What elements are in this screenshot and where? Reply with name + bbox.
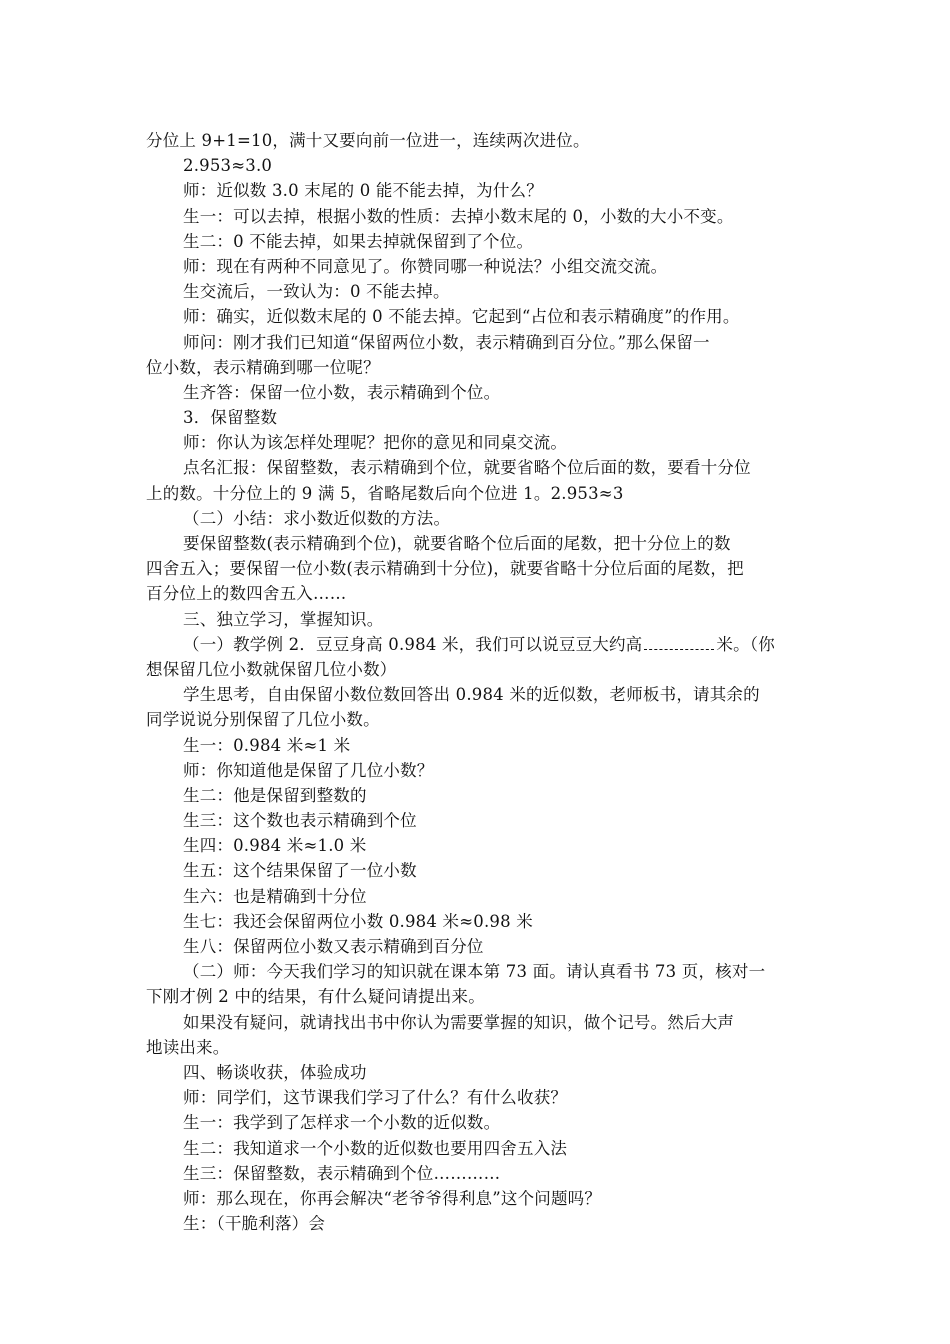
text-line: 师：确实，近似数末尾的 0 不能去掉。它起到“占位和表示精确度”的作用。 bbox=[183, 307, 740, 327]
text-line: 三、独立学习，掌握知识。 bbox=[183, 609, 384, 629]
text-line: 如果没有疑问，就请找出书中你认为需要掌握的知识，做个记号。然后大声 bbox=[183, 1012, 735, 1032]
text-line: 师：你认为该怎样处理呢？把你的意见和同桌交流。 bbox=[183, 433, 568, 453]
text-line: 同学说说分别保留了几位小数。 bbox=[146, 710, 380, 730]
text-line: 学生思考，自由保留小数位数回答出 0.984 米的近似数，老师板书，请其余的 bbox=[183, 685, 760, 705]
text-line: 生四：0.984 米≈1.0 米 bbox=[183, 836, 367, 856]
text-line: 3．保留整数 bbox=[183, 408, 278, 428]
text-line: （二）师：今天我们学习的知识就在课本第 73 面。请认真看书 73 页，核对一 bbox=[183, 962, 766, 982]
text-line: 生一：0.984 米≈1 米 bbox=[183, 735, 351, 755]
text-line: 点名汇报：保留整数，表示精确到个位，就要省略个位后面的数，要看十分位 bbox=[183, 458, 751, 478]
text-line: 生二：我知道求一个小数的近似数也要用四舍五入法 bbox=[183, 1138, 568, 1158]
text-line: 师：现在有两种不同意见了。你赞同哪一种说法？小组交流交流。 bbox=[183, 256, 668, 276]
document-body bbox=[146, 128, 810, 1236]
example-text-before: （一）教学例 2．豆豆身高 0.984 米，我们可以说豆豆大约高 bbox=[183, 634, 643, 654]
text-line: 四舍五入；要保留一位小数(表示精确到十分位)，就要省略十分位后面的尾数，把 bbox=[146, 559, 744, 579]
text-line bbox=[146, 632, 810, 657]
text-line: 师：你知道他是保留了几位小数？ bbox=[183, 760, 434, 780]
text-line: 生五：这个结果保留了一位小数 bbox=[183, 861, 417, 881]
text-line: 想保留几位小数就保留几位小数） bbox=[146, 659, 397, 679]
fill-in-blank bbox=[644, 635, 714, 650]
text-line: （二）小结：求小数近似数的方法。 bbox=[183, 508, 451, 528]
text-line: 地读出来。 bbox=[146, 1037, 230, 1057]
text-line: 师：近似数 3.0 末尾的 0 能不能去掉，为什么？ bbox=[183, 181, 543, 201]
text-line: 生一：我学到了怎样求一个小数的近似数。 bbox=[183, 1113, 501, 1133]
text-line: 生二：他是保留到整数的 bbox=[183, 785, 367, 805]
text-line: 下刚才例 2 中的结果，有什么疑问请提出来。 bbox=[146, 987, 485, 1007]
text-line: 百分位上的数四舍五入…… bbox=[146, 584, 347, 604]
text-line: 生：（干脆利落）会 bbox=[183, 1214, 326, 1234]
text-line: 要保留整数(表示精确到个位)，就要省略个位后面的尾数，把十分位上的数 bbox=[183, 534, 731, 553]
text-line: 生三：这个数也表示精确到个位 bbox=[183, 811, 417, 831]
text-line: 生八：保留两位小数又表示精确到百分位 bbox=[183, 937, 484, 956]
text-line: 师问：刚才我们已知道“保留两位小数，表示精确到百分位。”那么保留一 bbox=[183, 332, 710, 352]
text-line: 2.953≈3.0 bbox=[183, 156, 273, 176]
text-line: 师：那么现在，你再会解决“老爷爷得利息”这个问题吗？ bbox=[183, 1188, 602, 1208]
text-line: 生一：可以去掉，根据小数的性质：去掉小数末尾的 0，小数的大小不变。 bbox=[183, 206, 734, 226]
text-line: 生二：0 不能去掉，如果去掉就保留到了个位。 bbox=[183, 231, 534, 251]
text-line: 生七：我还会保留两位小数 0.984 米≈0.98 米 bbox=[183, 911, 533, 931]
text-line: 分位上 9+1=10，满十又要向前一位进一，连续两次进位。 bbox=[146, 131, 590, 150]
text-line: 生交流后，一致认为：0 不能去掉。 bbox=[183, 282, 450, 302]
text-line: 生齐答：保留一位小数，表示精确到个位。 bbox=[183, 382, 501, 402]
text-line: 师：同学们，这节课我们学习了什么？有什么收获？ bbox=[183, 1088, 568, 1108]
text-line: 生三：保留整数，表示精确到个位………… bbox=[183, 1163, 501, 1183]
text-line: 上的数。十分位上的 9 满 5，省略尾数后向个位进 1。2.953≈3 bbox=[146, 483, 624, 503]
example-text-after: 米。（你 bbox=[716, 634, 775, 654]
text-line: 四、畅谈收获，体验成功 bbox=[183, 1062, 367, 1082]
text-line: 位小数，表示精确到哪一位呢？ bbox=[146, 357, 380, 377]
text-line: 生六：也是精确到十分位 bbox=[183, 886, 367, 906]
